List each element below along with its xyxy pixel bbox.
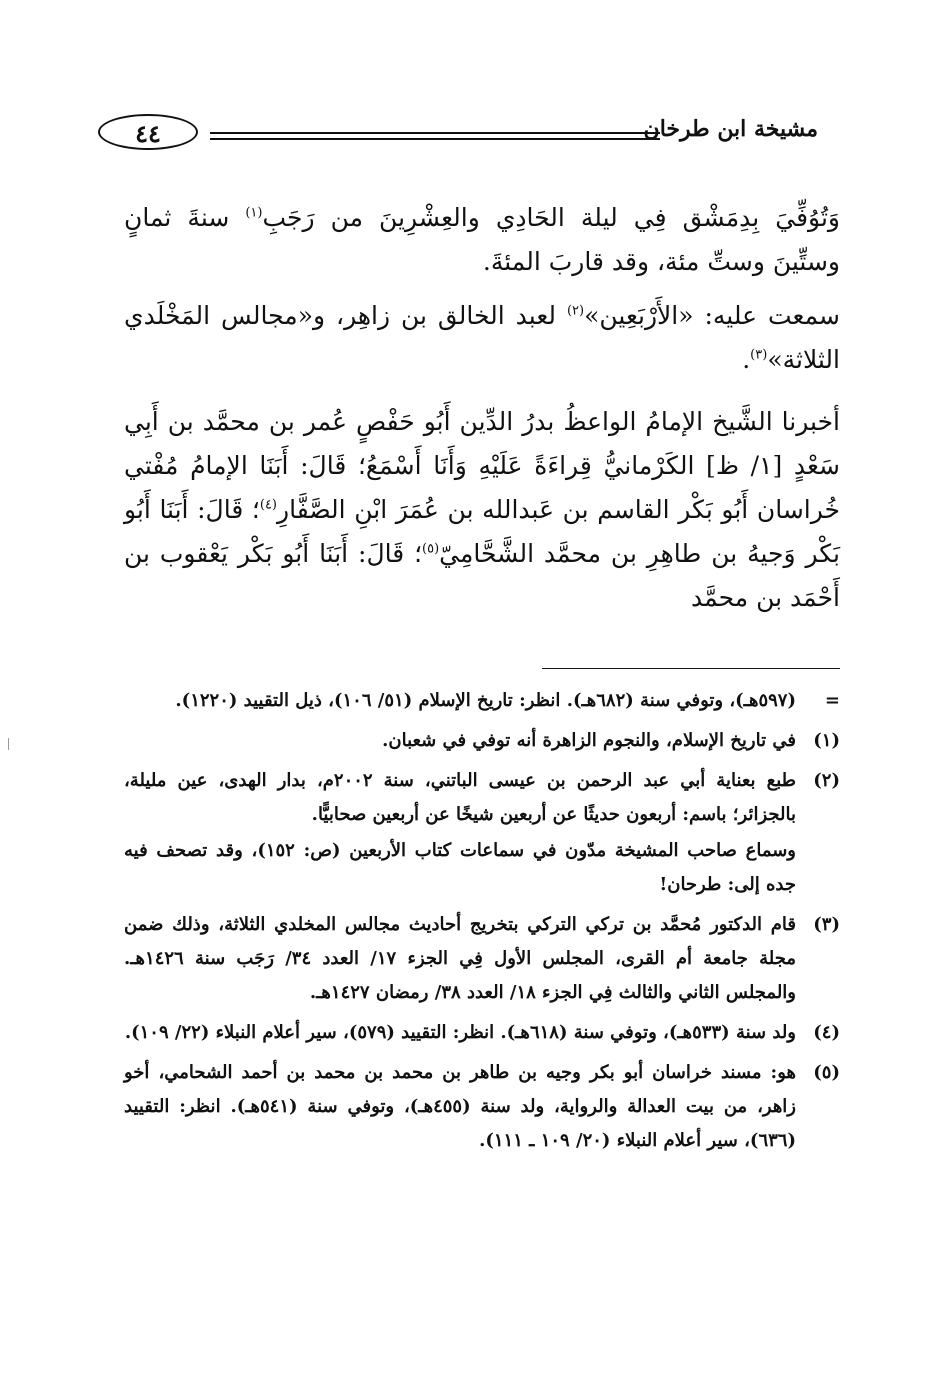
footnote-paragraph: هو: مسند خراسان أبو بكر وجيه بن طاهر بن محمد بن محمد بن أحمد الشحامي، أخو زاهر، من بيت العدالة والرواية، ولد سنة (٤٥٥هـ)، وتوفي سنة (٥٤١هـ). انظر: التقييد (٦٣٦)، سير أعلام النبلاء (٢٠/ ١٠٩ ـ ١١١). [124,1062,796,1151]
body-text: سمعت عليه: «الأَرْبَعِين» [584,301,840,330]
footnote-reference[interactable]: (٤) [259,497,277,513]
body-text: ؛ قَالَ: أَبَنَا أَبُو بَكْر وَجيهُ بن طاهِرِ بن محمَّد الشَّحَّامِيّ [124,495,841,568]
footnote [124,724,840,758]
footnote-text [124,1016,796,1050]
body-paragraph [124,400,840,620]
margin-mark [8,738,9,750]
footnote-number: (٤) [813,1022,840,1043]
footnote-text [124,684,796,718]
footnote-text [124,724,796,758]
footnote [124,1056,840,1158]
footnote-text [124,1056,796,1158]
page-number: ٤٤ [98,114,198,150]
footnote-number: = [824,690,840,711]
body-text: . [742,345,751,374]
footnote [124,908,840,1010]
body-paragraph [124,294,840,382]
footnote-paragraph: قام الدكتور مُحمَّد بن تركي التركي بتخريج أحاديث مجالس المخلدي الثلاثة، وذلك ضمن مجلة جامعة أم القرى، المجلس الأول فِي الجزء ١٧/ العدد ٣٤/ رَجَب سنة ١٤٢٦هـ. والمجلس الثاني والثالث فِي الجزء ١٨/ العدد ٣٨/ رمضان ١٤٢٧هـ. [124,914,797,1003]
body-text: لعبد الخالق بن زاهِر، و«مجالس المَخْلَدي الثلاثة» [124,301,840,374]
footnotes [124,684,840,1164]
footnote-paragraph: (٥٩٧هـ)، وتوفي سنة (٦٨٢هـ). انظر: تاريخ الإسلام (٥١/ ١٠٦)، ذيل التقييد (١٢٢٠). [175,690,796,711]
body-text: وَتُوُفِّيَ بِدِمَشْق فِي ليلة الحَادِي والعِشْرِينَ من رَجَبِ [262,203,840,232]
footnote-number: (٣) [813,914,840,935]
header-rule [210,132,660,140]
footnote-reference[interactable]: (٢) [566,303,585,319]
footnote-number: (١) [813,730,840,751]
footnote-reference[interactable]: (٣) [750,347,768,363]
footnote-number: (٥) [813,1062,840,1083]
footnote-reference[interactable]: (٥) [422,541,440,557]
footnote-text [124,908,796,1010]
footnote-separator [542,668,840,669]
footnote-paragraph: ولد سنة (٥٣٣هـ)، وتوفي سنة (٦١٨هـ). انظر: التقييد (٥٧٩)، سير أعلام النبلاء (٢٢/ ١٠٩). [124,1022,796,1043]
footnote [124,684,840,718]
footnote [124,1016,840,1050]
body-text: أخبرنا الشَّيخ الإمامُ الواعظُ بدرُ الدِّين أَبُو حَفْصٍ عُمر بن محمَّد بن أَبِي سَعْدٍ [١/ ظ] الكَرْمانيُّ قِراءَةً عَلَيْهِ وَأَنَا أَسْمَعُ؛ قَالَ: أَبَنَا الإمامُ مُفْتي خُراسان أَبُو بَكْر القاسم بن عَبدالله بن عُمَرَ ابْنِ الصَّفَّارِ [124,407,840,524]
body-text: سنةَ ثمانٍ وستِّينَ وستِّ مئة، وقد قاربَ المئةَ. [124,203,840,276]
body-paragraph [124,196,840,284]
footnote-reference[interactable]: (١) [245,205,263,221]
footnote-paragraph: في تاريخ الإسلام، والنجوم الزاهرة أنه توفي في شعبان. [382,730,796,751]
body-text: ؛ قَالَ: أَبَنَا أَبُو بَكْر يَعْقوب بن أَحْمَد بن محمَّد [124,539,840,612]
footnote-text [124,764,796,902]
running-title: مشيخة ابن طرخان [643,116,818,142]
main-text [124,196,840,638]
footnote-paragraph: طبع بعناية أبي عبد الرحمن بن عيسى الباتني، سنة ٢٠٠٢م، بدار الهدى، عين مليلة، بالجزائر؛ باسم: أربعون حديثًا عن أربعين شيخًا عن أربعين صحابيًّا. [124,770,796,825]
footnote [124,764,840,902]
page-header [98,112,818,156]
footnote-number: (٢) [813,770,840,791]
footnote-paragraph: وسماع صاحب المشيخة مدّون في سماعات كتاب الأربعين (ص: ١٥٢)، وقد تصحف فيه جده إلى: طرحان! [124,840,796,895]
